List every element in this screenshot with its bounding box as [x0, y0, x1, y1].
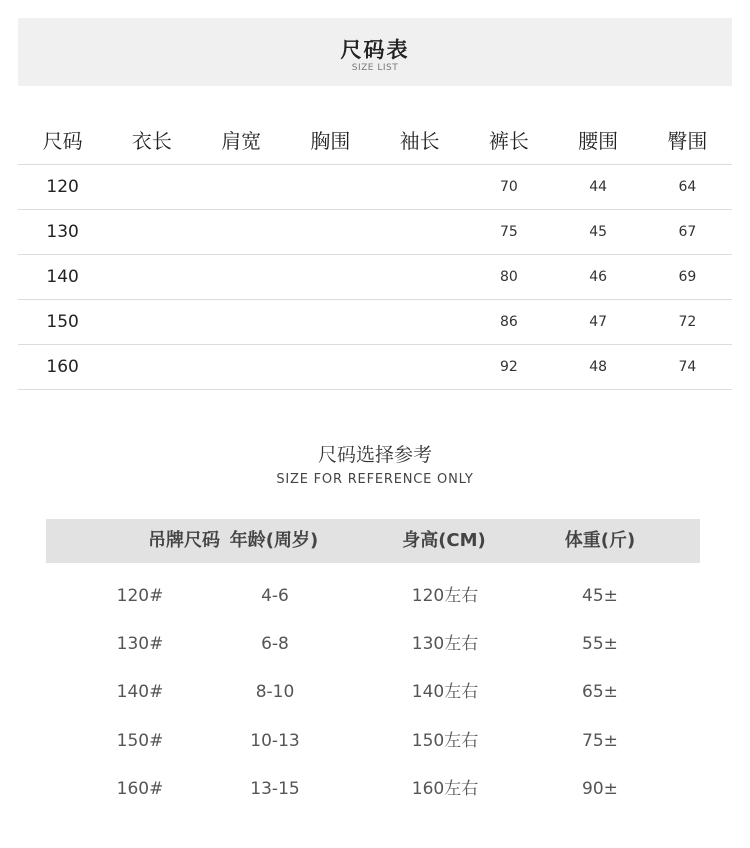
cell: 140左右: [411, 682, 479, 702]
page-title: 尺码表: [340, 38, 410, 62]
cell: 120#: [116, 586, 164, 606]
cell: 46: [554, 255, 643, 300]
cell: 150左右: [411, 731, 479, 751]
cell: 48: [554, 345, 643, 390]
cell: [107, 300, 196, 345]
cell: [197, 345, 286, 390]
header-pants-length: 裤长: [464, 114, 553, 165]
cell: [197, 165, 286, 210]
list-item: [0, 765, 750, 813]
cell: 10-13: [250, 731, 300, 751]
cell: [375, 165, 464, 210]
cell: 13-15: [250, 779, 300, 799]
cell: 8-10: [255, 682, 295, 702]
cell: 150#: [116, 731, 164, 751]
list-item: [0, 620, 750, 668]
cell: [286, 165, 375, 210]
cell: [286, 255, 375, 300]
cell: 120左右: [411, 586, 479, 606]
cell: 160#: [116, 779, 164, 799]
cell: [197, 210, 286, 255]
header-hip: 臀围: [643, 114, 732, 165]
size-table-header-row: [18, 114, 732, 165]
header-height: 身高(CM): [402, 530, 486, 551]
list-item: [0, 668, 750, 716]
cell: 140#: [116, 682, 164, 702]
reference-title: 尺码选择参考: [317, 444, 432, 466]
cell: [375, 300, 464, 345]
header-size: 尺码: [18, 114, 107, 165]
header-length: 衣长: [107, 114, 196, 165]
cell: [286, 300, 375, 345]
cell: 90±: [582, 779, 618, 799]
cell: [107, 165, 196, 210]
cell: 75: [464, 210, 553, 255]
cell: 160左右: [411, 779, 479, 799]
cell: 72: [643, 300, 732, 345]
header-age: 年龄(周岁): [229, 530, 319, 551]
table-row: [18, 210, 732, 255]
cell: [375, 255, 464, 300]
header-weight: 体重(斤): [564, 530, 636, 551]
cell: 86: [464, 300, 553, 345]
cell: 69: [643, 255, 732, 300]
cell: 150: [18, 300, 107, 345]
cell: 4-6: [261, 586, 289, 606]
cell: [107, 210, 196, 255]
cell: [197, 300, 286, 345]
table-row: [18, 255, 732, 300]
header-waist: 腰围: [554, 114, 643, 165]
list-item: [0, 572, 750, 620]
title-banner: [18, 18, 732, 86]
cell: [286, 345, 375, 390]
cell: 70: [464, 165, 553, 210]
cell: 6-8: [261, 634, 289, 654]
cell: 92: [464, 345, 553, 390]
cell: 47: [554, 300, 643, 345]
cell: [107, 255, 196, 300]
cell: 75±: [582, 731, 618, 751]
header-chest: 胸围: [286, 114, 375, 165]
list-item: [0, 717, 750, 765]
size-table: [18, 114, 732, 390]
table-row: [18, 345, 732, 390]
header-sleeve: 袖长: [375, 114, 464, 165]
header-shoulder: 肩宽: [197, 114, 286, 165]
cell: 45: [554, 210, 643, 255]
cell: 67: [643, 210, 732, 255]
header-tag-size: 吊牌尺码: [148, 530, 220, 551]
cell: 45±: [582, 586, 618, 606]
cell: [375, 345, 464, 390]
cell: 140: [18, 255, 107, 300]
table-row: [18, 165, 732, 210]
cell: 65±: [582, 682, 618, 702]
cell: 130左右: [411, 634, 479, 654]
page-subtitle: SIZE LIST: [351, 63, 399, 73]
reference-header-row: [46, 519, 700, 563]
cell: 44: [554, 165, 643, 210]
cell: 130: [18, 210, 107, 255]
cell: 160: [18, 345, 107, 390]
cell: 55±: [582, 634, 618, 654]
cell: [107, 345, 196, 390]
cell: 74: [643, 345, 732, 390]
reference-subtitle: SIZE FOR REFERENCE ONLY: [276, 472, 474, 487]
cell: 64: [643, 165, 732, 210]
cell: 120: [18, 165, 107, 210]
cell: 80: [464, 255, 553, 300]
cell: 130#: [116, 634, 164, 654]
cell: [286, 210, 375, 255]
table-row: [18, 300, 732, 345]
cell: [197, 255, 286, 300]
cell: [375, 210, 464, 255]
